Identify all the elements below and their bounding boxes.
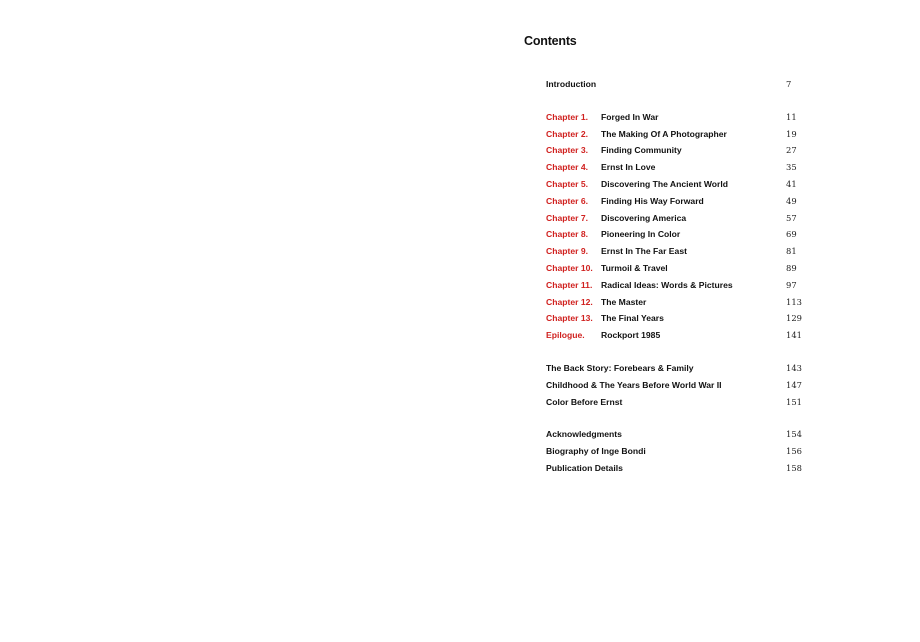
chapter-title: The Final Years	[601, 313, 664, 324]
toc-row-entry[interactable]	[546, 426, 816, 443]
toc-row-chapter[interactable]	[546, 210, 816, 227]
toc-spacer	[546, 93, 816, 109]
toc-page-number: 49	[786, 195, 797, 206]
chapter-title: Finding His Way Forward	[601, 195, 704, 206]
chapter-number: Chapter 9.	[546, 246, 589, 257]
toc-chapters-list	[546, 109, 816, 344]
toc-page-number: 35	[786, 162, 797, 173]
chapter-title: Rockport 1985	[601, 330, 661, 341]
toc-entry-label: The Back Story: Forebears & Family	[546, 362, 694, 373]
chapter-title: Discovering America	[601, 212, 687, 223]
chapter-number: Chapter 11.	[546, 279, 593, 290]
chapter-title: Finding Community	[601, 145, 682, 156]
toc-row-chapter[interactable]	[546, 142, 816, 159]
toc-row-entry[interactable]	[546, 377, 816, 394]
chapter-number: Chapter 3.	[546, 145, 589, 156]
chapter-title: Ernst In Love	[601, 162, 656, 173]
chapter-number: Chapter 2.	[546, 128, 589, 139]
toc-row-entry[interactable]	[546, 460, 816, 477]
table-of-contents	[546, 76, 816, 477]
toc-page-number: 113	[786, 296, 802, 307]
toc-row-introduction[interactable]	[546, 76, 816, 93]
chapter-number: Chapter 1.	[546, 111, 589, 122]
toc-row-chapter[interactable]	[546, 176, 816, 193]
toc-end-matter-list	[546, 426, 816, 476]
toc-page-number: 11	[786, 111, 797, 122]
toc-page-number: 89	[786, 262, 797, 273]
chapter-title: The Master	[601, 296, 647, 307]
chapter-number: Chapter 12.	[546, 296, 593, 307]
chapter-number: Chapter 5.	[546, 178, 589, 189]
chapter-number: Chapter 4.	[546, 162, 589, 173]
chapter-title: Turmoil & Travel	[601, 262, 668, 273]
toc-row-chapter[interactable]	[546, 109, 816, 126]
page-title: Contents	[524, 34, 577, 48]
chapter-title: Ernst In The Far East	[601, 246, 687, 257]
toc-entry-label: Biography of Inge Bondi	[546, 446, 646, 457]
chapter-title: Discovering The Ancient World	[601, 178, 729, 189]
toc-entry-label: Publication Details	[546, 462, 623, 473]
toc-page-number: 41	[786, 178, 797, 189]
toc-spacer	[546, 344, 816, 360]
toc-spacer	[546, 410, 816, 426]
toc-row-chapter[interactable]	[546, 226, 816, 243]
chapter-number: Chapter 6.	[546, 195, 589, 206]
chapter-title: Forged In War	[601, 111, 659, 122]
toc-row-chapter[interactable]	[546, 327, 816, 344]
toc-row-chapter[interactable]	[546, 294, 816, 311]
chapter-title: The Making Of A Photographer	[601, 128, 727, 139]
toc-page-number: 7	[786, 79, 792, 89]
toc-page-number: 19	[786, 128, 797, 139]
toc-page-number: 81	[786, 246, 797, 257]
chapter-title: Pioneering In Color	[601, 229, 681, 240]
chapter-number: Chapter 7.	[546, 212, 589, 223]
chapter-number: Chapter 10.	[546, 262, 593, 273]
toc-row-chapter[interactable]	[546, 310, 816, 327]
toc-row-chapter[interactable]	[546, 260, 816, 277]
chapter-number: Chapter 13.	[546, 313, 593, 324]
toc-page-number: 156	[786, 446, 802, 457]
toc-page-number: 147	[786, 379, 802, 390]
toc-page-number: 69	[786, 229, 797, 240]
toc-row-chapter[interactable]	[546, 193, 816, 210]
toc-row-chapter[interactable]	[546, 159, 816, 176]
toc-back-matter-list	[546, 360, 816, 410]
toc-page-number: 141	[786, 330, 802, 341]
toc-entry-label: Acknowledgments	[546, 429, 622, 440]
toc-row-entry[interactable]	[546, 394, 816, 411]
toc-page-number: 129	[786, 313, 802, 324]
toc-row-chapter[interactable]	[546, 277, 816, 294]
toc-row-entry[interactable]	[546, 443, 816, 460]
toc-entry-label: Introduction	[546, 79, 597, 89]
chapter-number: Chapter 8.	[546, 229, 589, 240]
chapter-title: Radical Ideas: Words & Pictures	[601, 279, 733, 290]
toc-row-entry[interactable]	[546, 360, 816, 377]
toc-page-number: 154	[786, 429, 802, 440]
toc-page-number: 97	[786, 279, 797, 290]
toc-page-number: 57	[786, 212, 797, 223]
toc-entry-label: Childhood & The Years Before World War II	[546, 379, 722, 390]
toc-page-number: 158	[786, 462, 802, 473]
toc-entry-label: Color Before Ernst	[546, 396, 623, 407]
toc-row-chapter[interactable]	[546, 243, 816, 260]
toc-row-chapter[interactable]	[546, 126, 816, 143]
toc-page-number: 151	[786, 396, 802, 407]
chapter-number: Epilogue.	[546, 330, 585, 341]
toc-page-number: 27	[786, 145, 797, 156]
toc-page-number: 143	[786, 362, 802, 373]
